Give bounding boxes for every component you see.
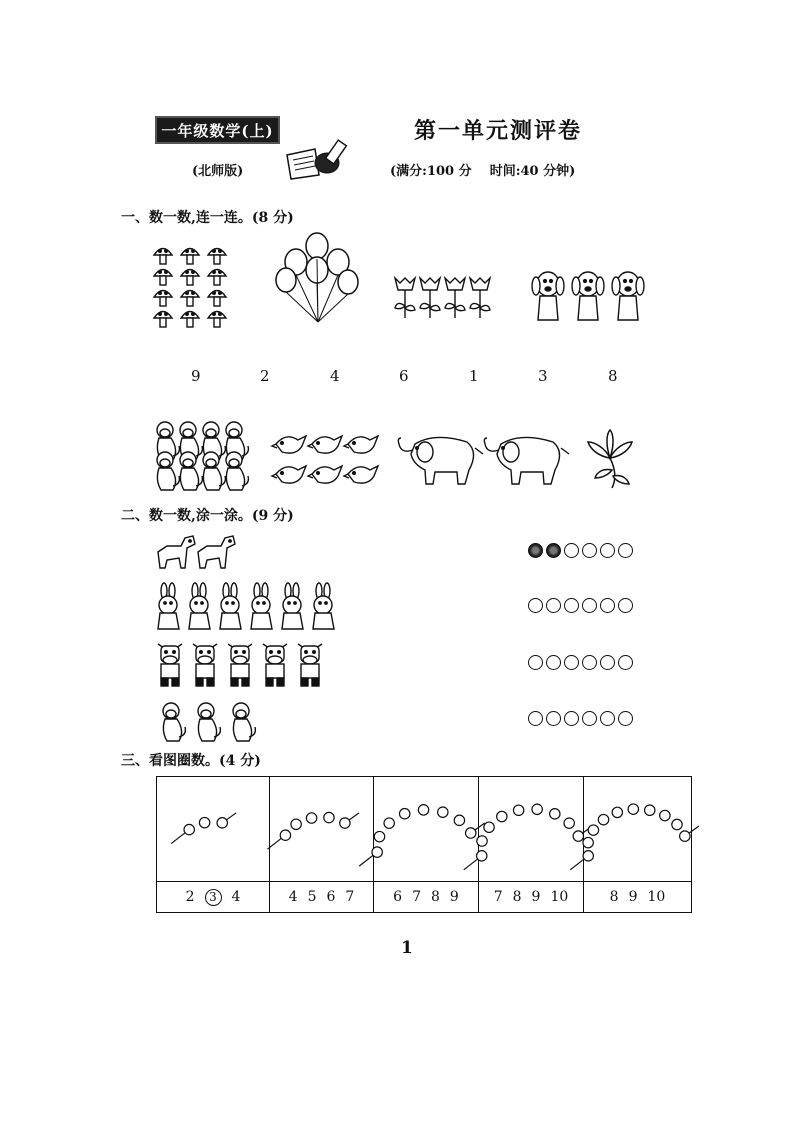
bead [374,831,384,841]
rabbit-icon [189,583,210,629]
option-number[interactable]: 9 [531,889,541,905]
mushroom-icon [208,312,226,328]
elephant-icon [398,437,483,484]
answer-circle[interactable] [582,598,597,613]
rabbit-icon [251,583,272,629]
bead-cell [270,777,374,882]
section3-heading: 三、看图圈数。(4 分) [121,753,261,769]
exam-info: (满分:100 分 时间:40 分钟) [390,164,576,179]
bead [418,805,428,815]
mushroom-group [152,244,237,329]
bead [497,811,507,821]
bird-icon [272,436,306,453]
number-option[interactable]: 6 [399,367,409,385]
mushroom-icon [181,312,199,328]
flower-icon [420,278,440,318]
bead [588,825,598,835]
answer-circle[interactable] [528,598,543,613]
option-number[interactable]: 8 [512,889,522,905]
cow-icon [263,644,287,686]
answer-circle[interactable] [582,711,597,726]
option-number[interactable]: 8 [431,889,440,905]
bead [324,812,334,822]
bead-table [156,776,692,913]
bead [199,817,209,827]
circle-row[interactable] [528,543,633,558]
rabbit-icon [220,583,241,629]
elephant-icon [484,437,569,484]
monkey-row [155,697,265,745]
mushroom-icon [181,249,199,265]
mushroom-icon [154,249,172,265]
option-number[interactable]: 6 [326,889,336,905]
mushroom-icon [154,312,172,328]
monkey-icon [163,703,185,741]
option-number[interactable]: 10 [647,889,666,905]
bead [399,809,409,819]
bead-string [570,804,699,870]
circled-option-number[interactable]: 3 [205,889,222,906]
bead [291,819,301,829]
bead [384,818,394,828]
option-cell [270,882,374,913]
answer-circle[interactable] [582,655,597,670]
bead-cell [374,777,479,882]
bird-group [270,430,380,490]
answer-circle[interactable] [600,711,615,726]
answer-circle[interactable] [618,598,633,613]
bead-cell [157,777,270,882]
bird-icon [308,466,342,483]
circle-row[interactable] [528,711,633,726]
dog-icon [612,272,644,320]
monkey-icon [198,703,220,741]
cow-icon [158,644,182,686]
monkey-group [153,428,248,490]
balloon-bunch [272,232,362,327]
option-number[interactable]: 4 [231,888,241,905]
answer-circle[interactable] [564,543,579,558]
elephant-group [395,432,570,487]
bead [340,818,350,828]
cow-icon [298,644,322,686]
option-number[interactable]: 2 [185,888,195,905]
dog-icon [158,536,195,568]
mushroom-icon [154,270,172,286]
bead-string [267,812,358,849]
mushroom-icon [208,249,226,265]
bead [454,815,464,825]
dog-group [530,266,655,326]
answer-circle[interactable] [618,711,633,726]
monkey-icon [203,452,225,490]
rabbit-row [155,583,345,631]
answer-circle[interactable] [600,543,615,558]
option-number[interactable]: 7 [493,889,503,905]
bead [513,805,523,815]
dog-row [155,530,245,575]
monkey-icon [180,452,202,490]
answer-circle[interactable] [528,543,543,558]
page-title: 第一单元测评卷 [414,118,583,144]
bead [612,807,622,817]
answer-circle[interactable] [528,655,543,670]
dog-icon [198,536,235,568]
bead [217,818,227,828]
option-number[interactable]: 7 [412,889,421,905]
bead [477,836,487,846]
bird-icon [344,436,378,453]
option-number[interactable]: 9 [449,889,459,905]
monkey-icon [157,452,179,490]
book-ink-icon [285,135,355,180]
bead [550,809,560,819]
answer-circle[interactable] [546,543,561,558]
bead [466,828,476,838]
option-cell [479,882,584,913]
bead-string [464,804,593,870]
option-number[interactable]: 4 [288,889,298,905]
bead [660,810,670,820]
answer-circle[interactable] [546,598,561,613]
number-option[interactable]: 4 [330,367,340,385]
bead [628,804,638,814]
bead [583,837,593,847]
bead [438,807,448,817]
answer-circle[interactable] [546,655,561,670]
option-number[interactable]: 10 [550,889,569,905]
answer-circle[interactable] [564,711,579,726]
flower-icon [470,278,490,318]
bird-icon [308,436,342,453]
bead-cell [584,777,692,882]
mushroom-icon [181,291,199,307]
option-cell [157,882,270,913]
option-number[interactable]: 7 [345,889,355,905]
circle-row[interactable] [528,598,633,613]
bead-string [359,805,485,866]
bead [184,824,194,834]
section1-heading: 一、数一数,连一连。(8 分) [121,210,294,226]
bead-cell [479,777,584,882]
answer-circle[interactable] [564,655,579,670]
flower-icon [445,278,465,318]
bead [680,831,690,841]
bead [372,847,382,857]
bead [484,822,494,832]
rabbit-icon [158,583,179,629]
number-option[interactable]: 9 [191,367,201,385]
bead [306,813,316,823]
bead [280,830,290,840]
mushroom-icon [208,291,226,307]
bead [477,851,487,861]
bead [598,814,608,824]
number-option[interactable]: 8 [608,367,618,385]
option-cell [374,882,479,913]
monkey-icon [226,452,248,490]
answer-circle[interactable] [528,711,543,726]
rabbit-icon [313,583,334,629]
monkey-icon [233,703,255,741]
flower-icon [395,278,415,318]
mushroom-icon [208,270,226,286]
answer-circle[interactable] [600,655,615,670]
dog-icon [572,272,604,320]
bead [573,831,583,841]
bead [583,851,593,861]
circle-row[interactable] [528,655,633,670]
rabbit-icon [282,583,303,629]
option-cell [584,882,692,913]
dog-icon [532,272,564,320]
edition-label: (北师版) [192,164,244,179]
answer-circle[interactable] [546,711,561,726]
number-option[interactable]: 2 [260,367,270,385]
bead [532,804,542,814]
bird-icon [272,466,306,483]
bead [672,819,682,829]
bead-string [171,813,236,844]
lily-icon [585,428,635,490]
answer-circle[interactable] [618,655,633,670]
mushroom-icon [181,270,199,286]
cow-icon [193,644,217,686]
number-option[interactable]: 3 [538,367,548,385]
bead [645,805,655,815]
cow-icon [228,644,252,686]
option-number[interactable]: 8 [609,889,619,905]
mushroom-icon [154,291,172,307]
answer-circle[interactable] [564,598,579,613]
bead [564,818,574,828]
option-number[interactable]: 5 [307,889,317,905]
section2-heading: 二、数一数,涂一涂。(9 分) [121,508,294,524]
answer-circle[interactable] [600,598,615,613]
flower-group [395,276,495,326]
page-number: 1 [401,938,413,958]
number-option[interactable]: 1 [469,367,479,385]
cow-row [155,640,335,688]
bird-icon [344,466,378,483]
grade-badge: 一年级数学(上) [155,116,280,144]
option-number[interactable]: 6 [393,889,403,905]
answer-circle[interactable] [618,543,633,558]
answer-circle[interactable] [582,543,597,558]
option-number[interactable]: 9 [628,889,638,905]
